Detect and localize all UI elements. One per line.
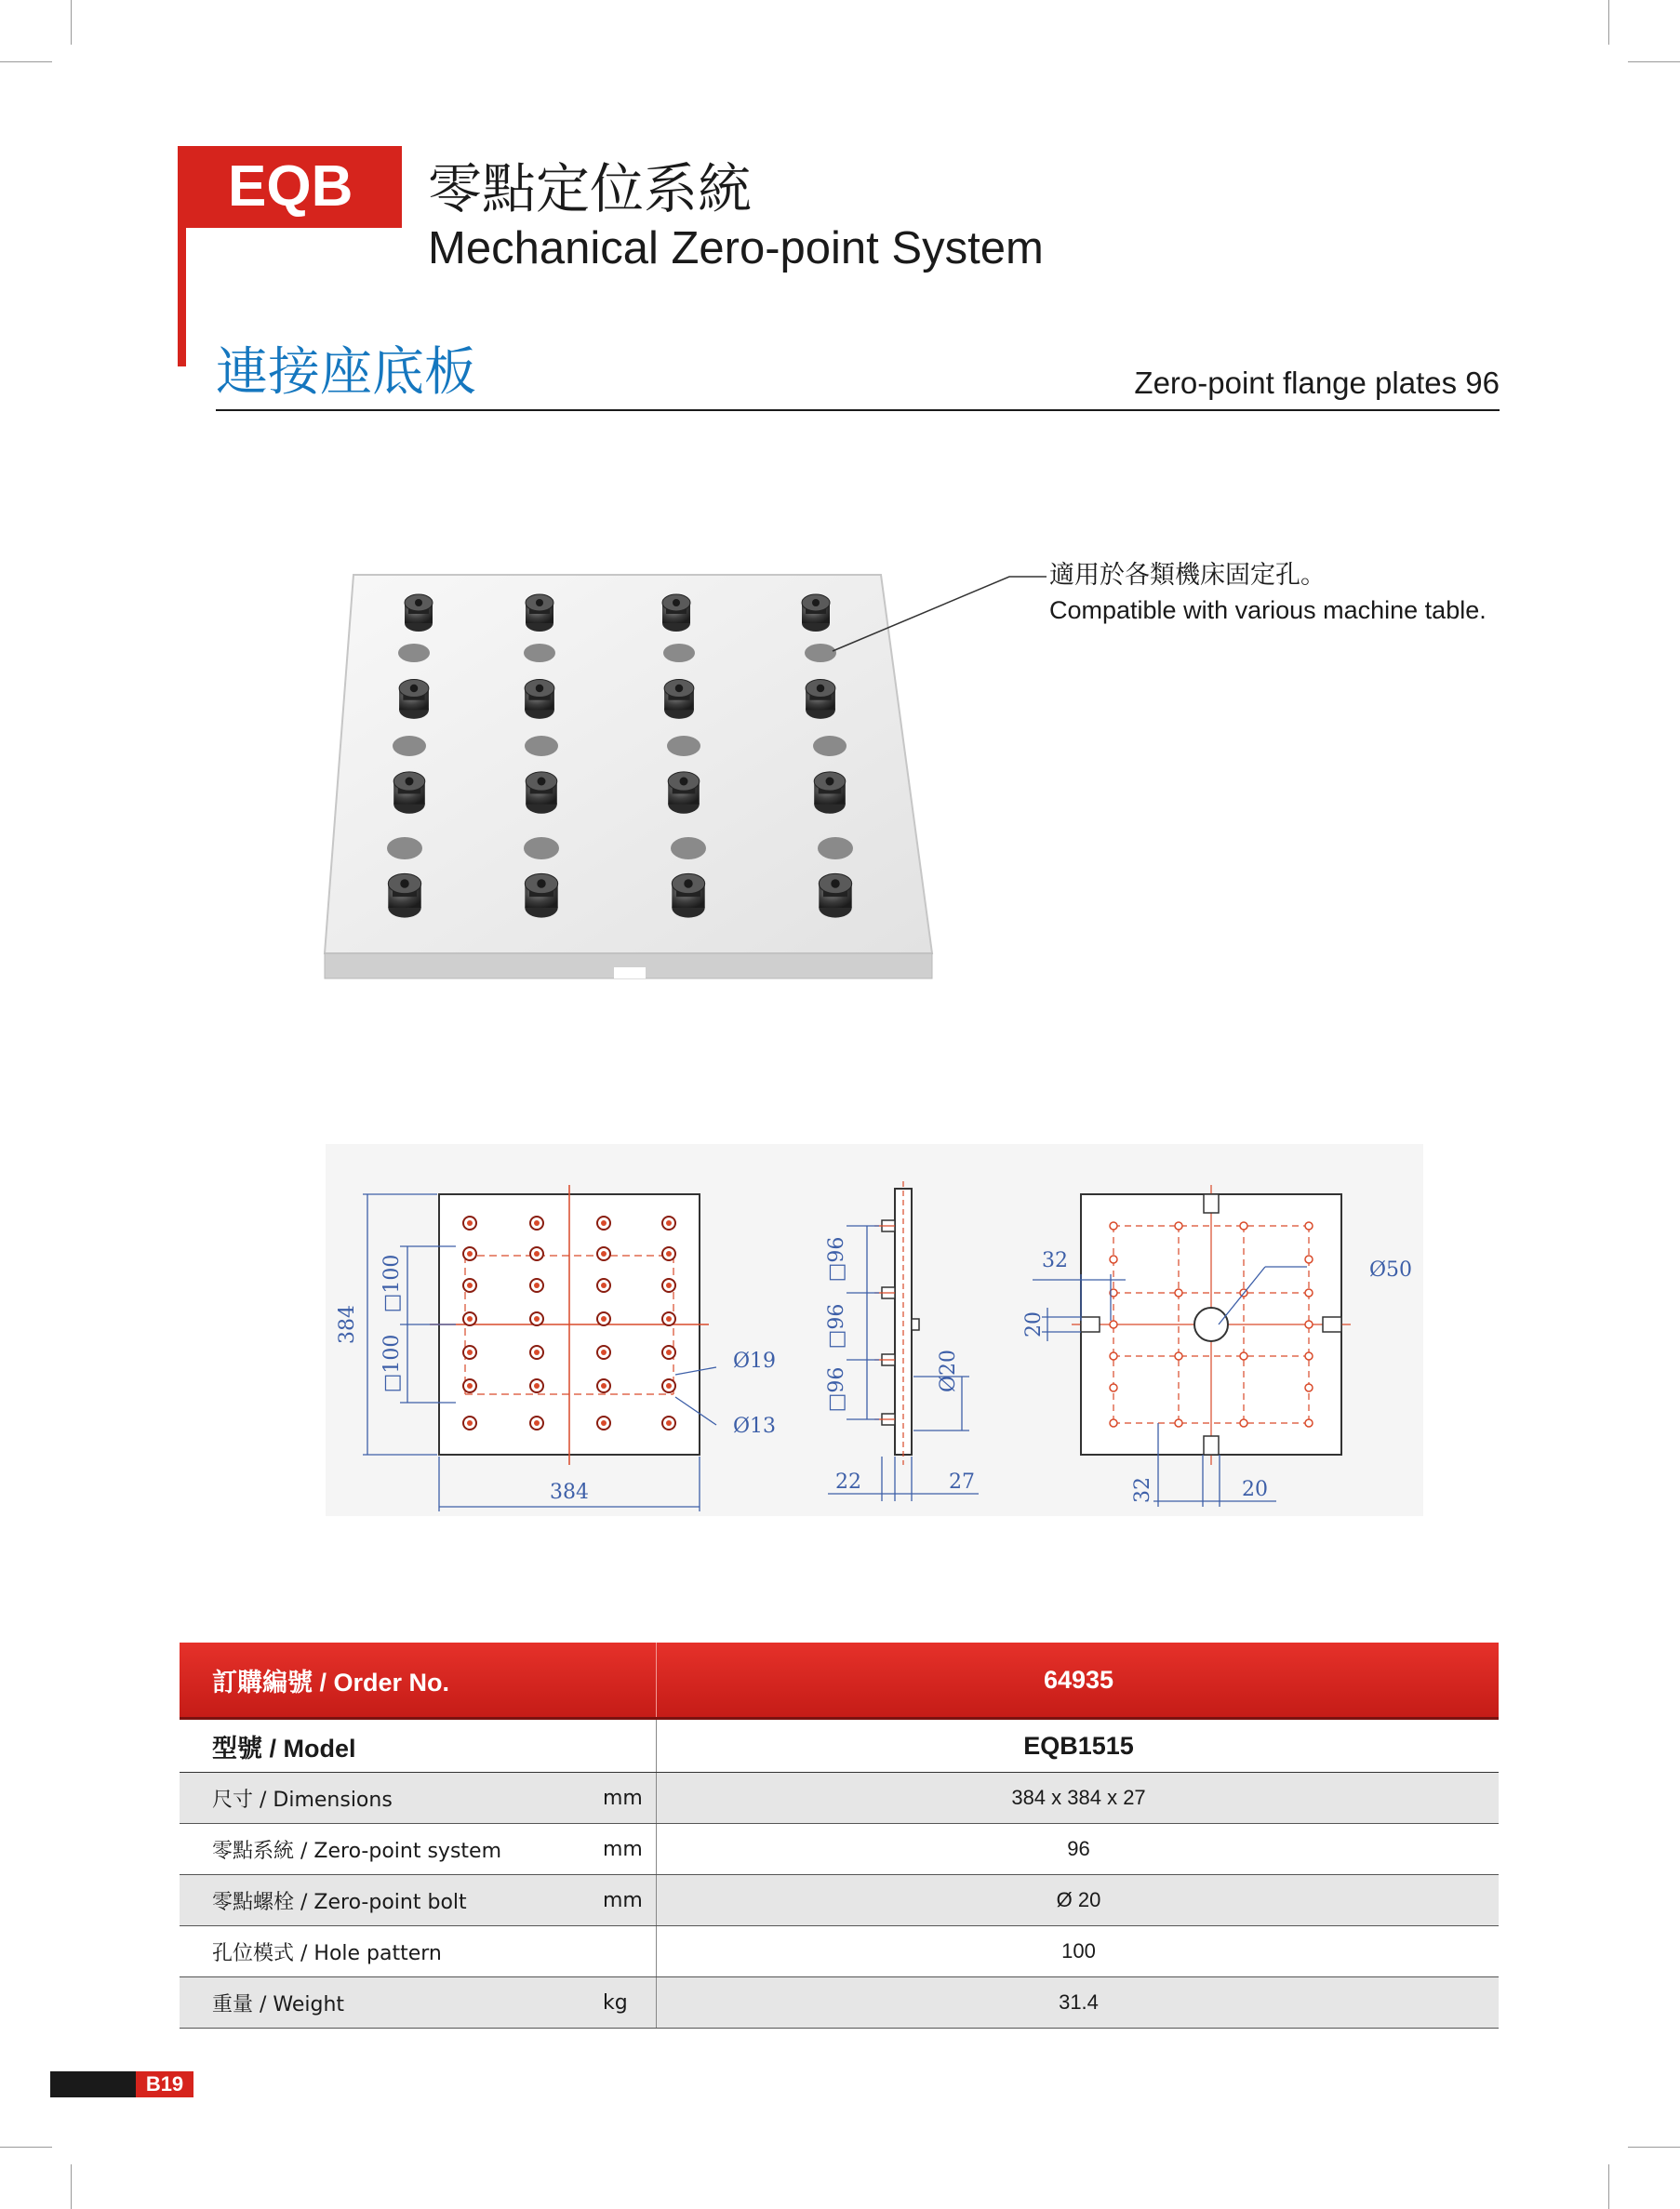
zero-point-bolt [668,772,700,814]
table-hole [818,837,853,859]
table-hole [524,837,559,859]
column-divider [656,1977,657,2028]
zero-point-bolt [806,679,835,718]
page-title-en: Mechanical Zero-point System [428,223,1044,273]
crop-mark [71,2164,72,2209]
section-title-en: Zero-point flange plates 96 [1134,366,1500,400]
table-hole [524,644,555,662]
model-label: 型號 / Model [212,1734,356,1763]
column-divider [656,1643,657,1717]
spec-row-unit: kg [603,1990,628,2015]
spec-row-unit: mm [603,1888,643,1912]
order-no-value: 64935 [1043,1665,1114,1694]
drawing-hole [1110,1321,1117,1328]
drawing-hole [1240,1352,1247,1360]
zero-point-bolt [814,772,846,814]
front-dim-pitch-1: □100 [380,1254,404,1313]
side-dim-pitch-2: □96 [825,1303,848,1350]
spec-header-row [180,1643,1499,1720]
spec-row-zero-point-bolt [180,1875,1499,1926]
technical-drawing [326,1144,1423,1516]
drawing-hole [1175,1289,1182,1297]
spec-row-value: 96 [1067,1837,1090,1860]
drawing-hole [1305,1352,1313,1360]
drawing-hole [1110,1222,1117,1230]
zero-point-bolt [526,594,553,632]
back-dim-bottom-a: 32 [1131,1477,1154,1503]
spec-row-unit: mm [603,1837,643,1861]
spec-row-hole-pattern [180,1926,1499,1977]
table-hole [398,644,430,662]
model-value: EQB1515 [1023,1731,1134,1760]
column-divider [656,1875,657,1925]
front-dim-height: 384 [336,1305,359,1344]
drawing-hole [1175,1222,1182,1230]
drawing-hole [1110,1384,1117,1391]
table-hole [393,736,426,756]
side-dim-bolt: Ø20 [937,1349,960,1393]
zero-point-bolt [662,594,690,632]
back-dim-center-hole: Ø50 [1369,1258,1413,1282]
page-number: B19 [136,2071,193,2097]
front-dim-width: 384 [550,1481,589,1504]
table-hole [667,736,700,756]
spec-row-label: 零點螺栓 / Zero-point bolt [212,1890,467,1914]
spec-row-value: 384 x 384 x 27 [1011,1786,1146,1809]
section-title-cn: 連接座底板 [216,342,476,403]
zero-point-bolt [393,772,425,814]
crop-mark [1608,0,1609,45]
table-hole [671,837,706,859]
zero-point-bolt [388,873,420,917]
back-dim-top: 32 [1042,1249,1068,1272]
drawing-hole [1305,1321,1313,1328]
back-dim-bottom-b: 20 [1242,1478,1268,1501]
table-hole [387,837,422,859]
column-divider [656,1824,657,1874]
column-divider [656,1926,657,1976]
drawing-hole [1305,1419,1313,1427]
side-dim-pitch-3: □96 [825,1366,848,1413]
drawing-hole [1240,1419,1247,1427]
crop-mark [1628,61,1680,62]
drawing-hole [1305,1222,1313,1230]
front-hole-large: Ø19 [733,1350,777,1373]
crop-mark [0,61,52,62]
zero-point-bolt [664,679,694,718]
series-badge: EQB [181,146,402,228]
page-title-cn: 零點定位系統 [428,157,753,220]
plate-notch [614,967,646,978]
zero-point-bolt [525,679,554,718]
back-center-hole [1194,1308,1228,1341]
spec-row-value: Ø 20 [1056,1888,1101,1911]
callout-text-cn: 適用於各類機床固定孔。 [1049,561,1326,590]
front-hole-small: Ø13 [733,1415,777,1438]
drawing-hole [1175,1419,1182,1427]
crop-mark [71,0,72,45]
side-dim-b: 27 [949,1470,975,1494]
zero-point-bolt [405,594,433,632]
crop-mark [0,2147,52,2148]
spec-row-zero-point-system [180,1824,1499,1875]
zero-point-bolt [526,772,557,814]
zero-point-bolt [399,679,429,718]
footer-bar [50,2071,136,2097]
drawing-hole [1110,1352,1117,1360]
drawing-hole [1110,1419,1117,1427]
drawing-hole [1110,1256,1117,1263]
drawing-hole [1305,1289,1313,1297]
spec-row-label: 重量 / Weight [212,1992,345,2016]
callout-text-en: Compatible with various machine table. [1049,596,1487,624]
table-hole [813,736,847,756]
crop-mark [1628,2147,1680,2148]
table-hole [663,644,695,662]
drawing-hole [1240,1222,1247,1230]
zero-point-bolt [525,873,557,917]
spec-row-value: 100 [1061,1939,1096,1963]
spec-table [180,1643,1499,2029]
table-hole [525,736,558,756]
side-dim-pitch-1: □96 [825,1236,848,1283]
spec-model-row [180,1720,1499,1773]
side-dim-a: 22 [835,1470,861,1494]
zero-point-bolt [819,873,851,917]
drawing-hole [1305,1256,1313,1263]
front-dim-pitch-2: □100 [380,1334,404,1393]
spec-row-value: 31.4 [1059,1990,1099,2014]
zero-point-bolt [802,594,830,632]
drawing-hole [1305,1384,1313,1391]
order-no-label: 訂購編號 / Order No. [212,1668,450,1697]
spec-row-label: 零點系統 / Zero-point system [212,1839,502,1863]
spec-row-label: 尺寸 / Dimensions [212,1788,393,1812]
section-rule [216,409,1500,411]
crop-mark [1608,2164,1609,2209]
spec-row-label: 孔位模式 / Hole pattern [212,1941,442,1965]
spec-row-unit: mm [603,1786,643,1810]
column-divider [656,1773,657,1823]
zero-point-bolt [672,873,704,917]
column-divider [656,1720,657,1772]
spec-row-weight [180,1977,1499,2029]
spec-row-dimensions [180,1773,1499,1824]
back-dim-left: 20 [1022,1311,1046,1337]
table-hole [805,644,836,662]
drawing-hole [1175,1352,1182,1360]
